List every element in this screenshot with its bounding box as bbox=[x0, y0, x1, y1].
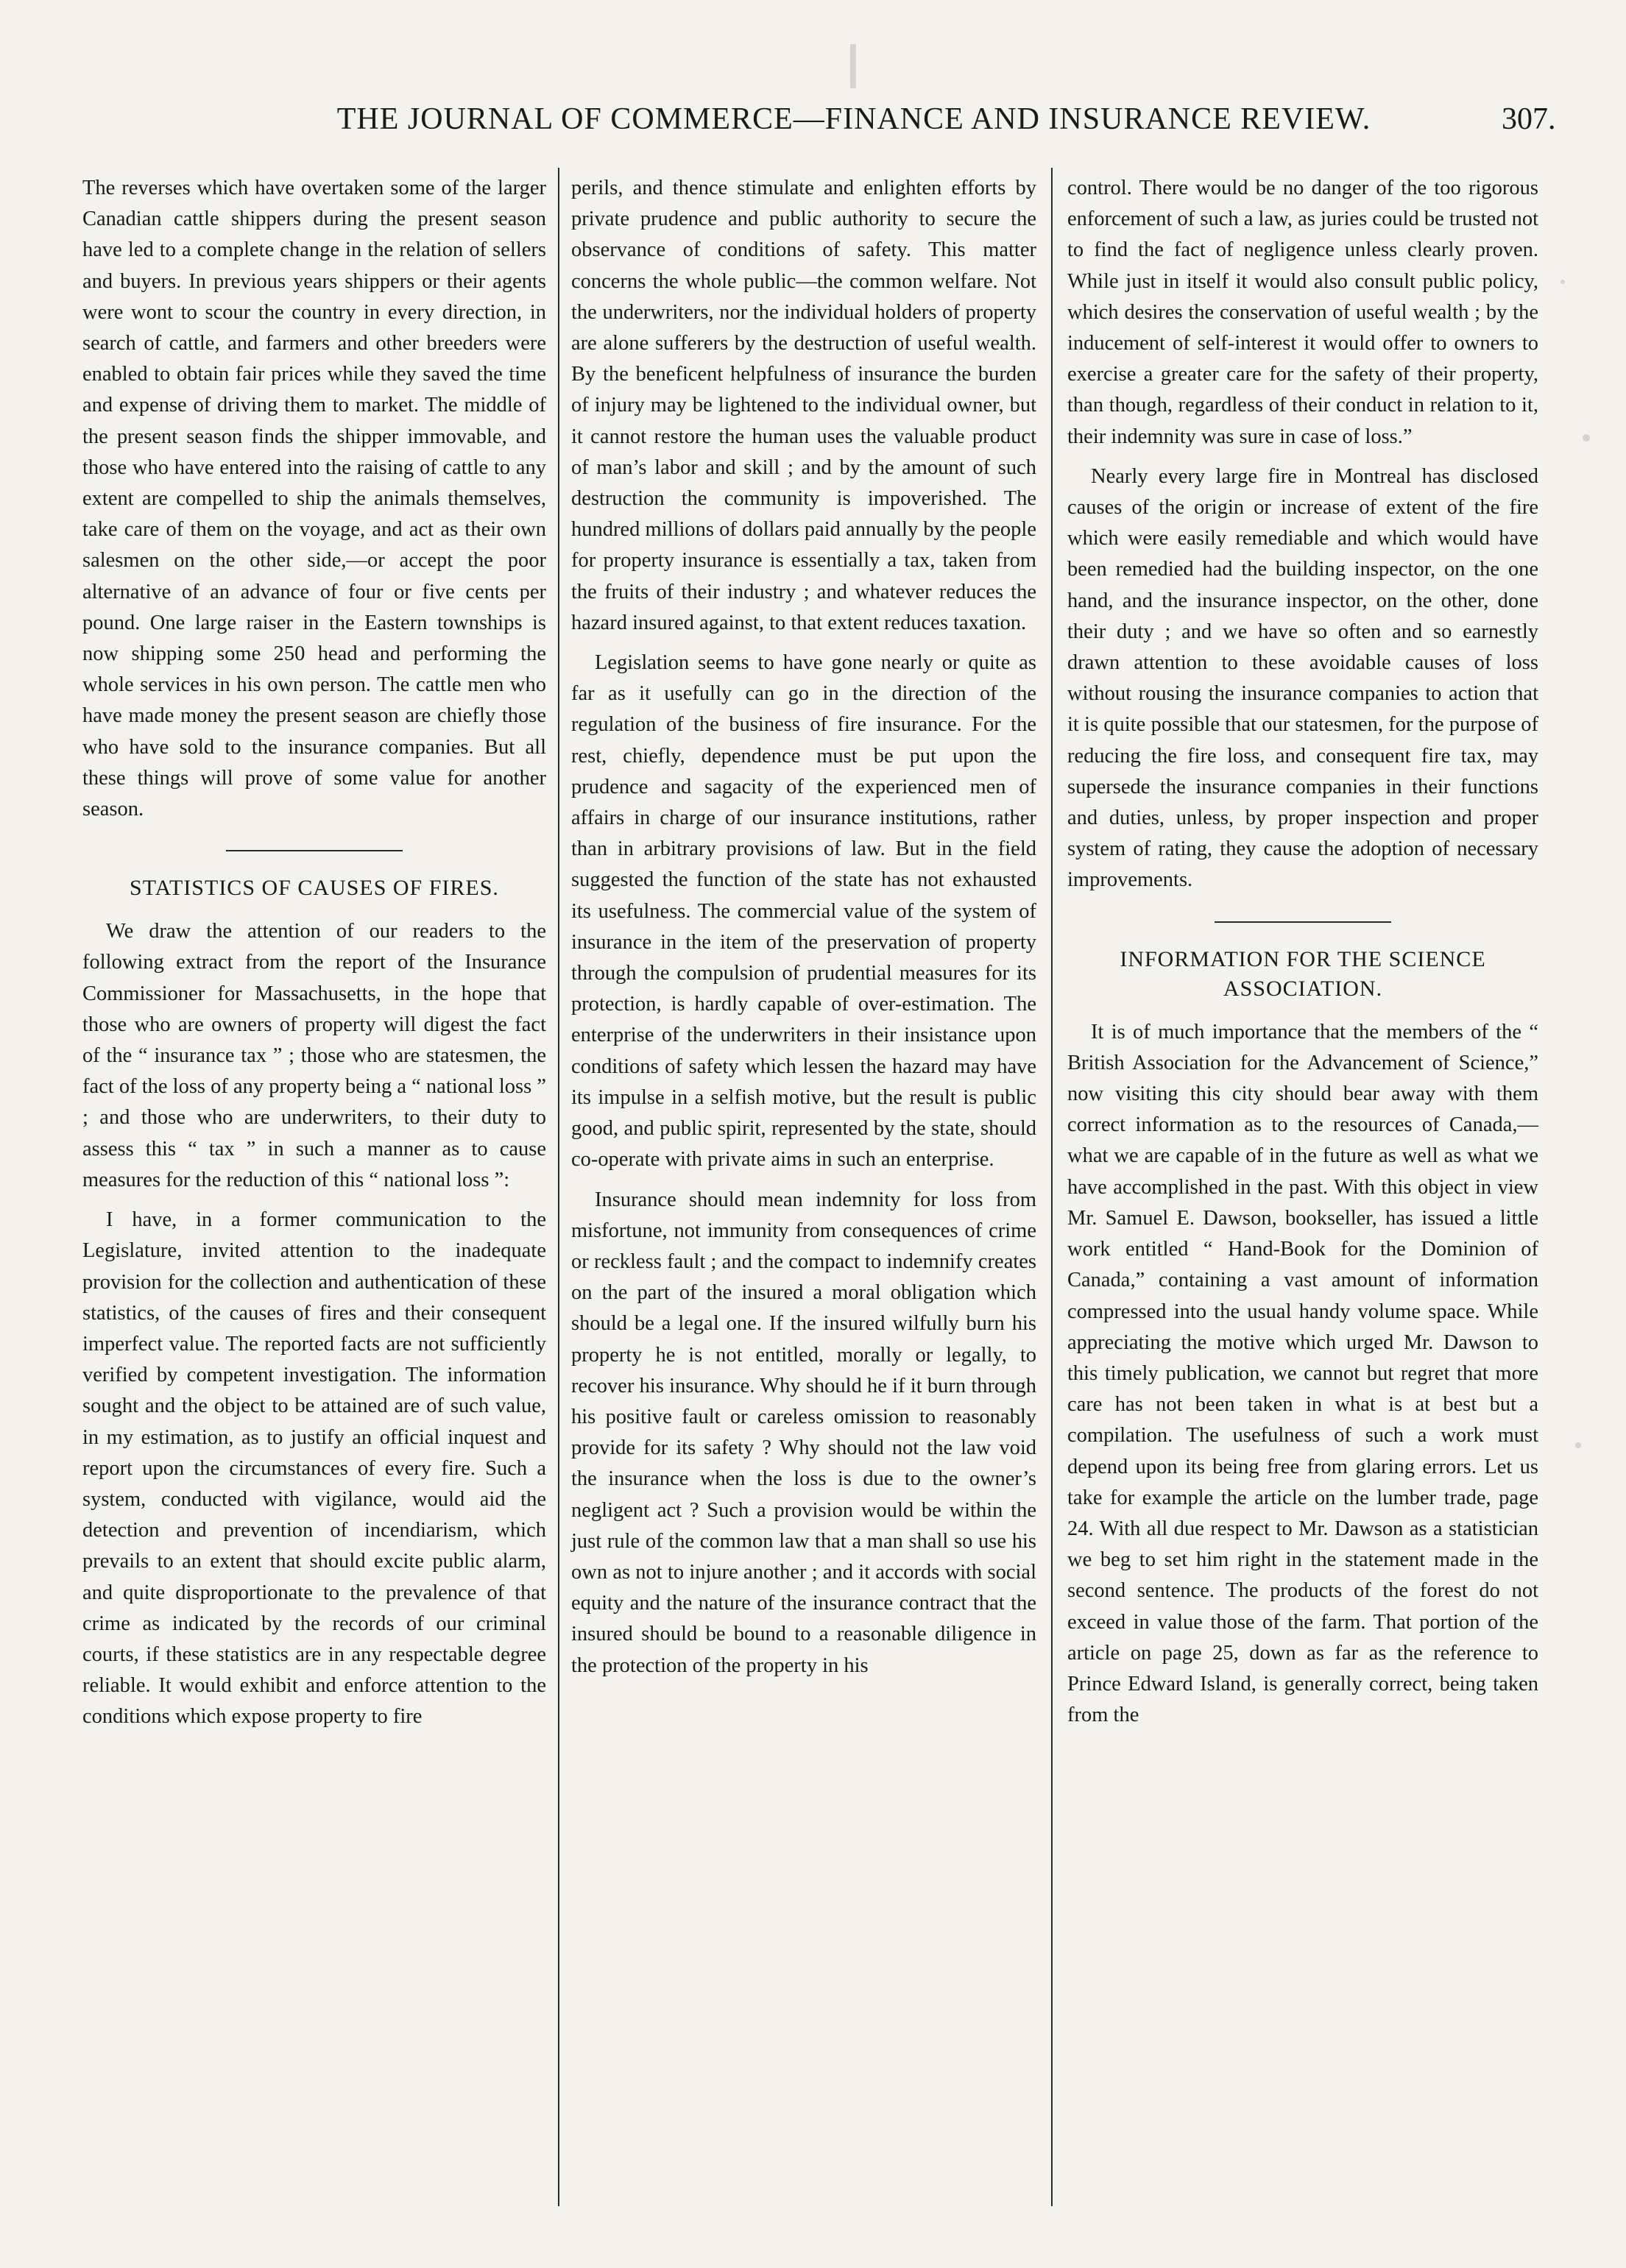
print-blemish bbox=[850, 44, 856, 88]
commissioner-quote-paragraph: I have, in a former communication to the Legislature, invited attention to the inadequate provision for the collection and authentication of these statistics, of the causes of fires and their consequent imperfect value. The reported facts are not sufficiently verified by competent investigation. The information sought and the object to be attained are of such value, in my estimation, as to justify an official inquest and report upon the circumstances of every fire. Such a system, conducted with vigilance, would aid the detection and prevention of incendiarism, which prevails to an extent that should excite public alarm, and quite disproportionate to the prevalence of that crime as indicated by the records of our criminal courts, if these statistics are in any respectable degree reliable. It would exhibit and enforce attention to the conditions which expose property to fire bbox=[82, 1208, 546, 1729]
statistics-heading: STATISTICS OF CAUSES OF FIRES. bbox=[130, 876, 499, 901]
indemnity-paragraph: Insurance should mean indemnity for loss from misfortune, not immunity from consequences of crime or reckless fault ; and the compact to indemnify creates on the part of the insured a moral obligation which should be a legal one. If the insured wilfully burn his property he is not entitled, morally or legally, to recover his insurance. Why should he if it burn through his positive fault or careless omission to reasonably provide for its safety ? Why should not the law void the insurance when the loss is due to the owner’s negligent act ? Such a provision would be within the just rule of the common law that a man shall so use his own as not to injure another ; and it accords with social equity and the nature of the insurance contract that the insured should be bound to a reasonable diligence in the protection of the property in his bbox=[571, 1188, 1036, 1677]
print-blemish bbox=[1560, 280, 1565, 284]
section-divider bbox=[226, 850, 403, 851]
montreal-fires-paragraph: Nearly every large fire in Montreal has disclosed causes of the origin or increase of extent of the fire which were easily remediable and which would have been remedied had the building inspector, on the one hand, and the insurance inspector, on the other, done their duty ; and we have so often and so earnestly drawn attention to these avoidable causes of loss without rousing the insurance companies to action that it is quite possible that our statesmen, for the purpose of reducing the fire loss, and consequent fire tax, may supersede the insurance companies in their functions and duties, unless, by proper inspection and proper system of rating, they cause the adoption of necessary improvements. bbox=[1067, 464, 1538, 892]
column-rule bbox=[558, 168, 559, 2206]
legislation-paragraph: Legislation seems to have gone nearly or quite as far as it usefully can go in the direction of the regulation of the business of fire insurance. For the rest, chiefly, dependence must be put upon the prudence and sagacity of the experienced men of affairs in charge of our insurance institutions, rather than in arbitrary provisions of law. But in the field suggested the function of the state has not exhausted its usefulness. The commercial value of the system of insurance in the item of the preservation of property through the compulsion of prudential measures for its protection, is hardly capable of over-estimation. The enterprise of the underwriters in their insistance upon conditions of safety which lessen the hazard may have its impulse in a selfish motive, but the result is public good, and public spirit, represented by the state, should co-operate with private aims in such an enterprise. bbox=[571, 651, 1036, 1172]
print-blemish bbox=[1575, 1442, 1581, 1448]
negligence-paragraph: control. There would be no danger of the too rigorous enforcement of such a law, as juries could be trusted not to find the fact of negligence unless clearly proven. While just in itself it would also consult public policy, which desires the conservation of useful wealth ; by the inducement of self-interest it would offer to owners to exercise a greater care for the safety of their property, than though, regardless of their conduct in relation to it, their indemnity was sure in case of loss.” bbox=[1067, 177, 1538, 448]
column-2 bbox=[571, 173, 1036, 1690]
column-3 bbox=[1067, 173, 1538, 1740]
page-number: 307. bbox=[1502, 102, 1556, 136]
quote-continuation-paragraph: perils, and thence stimulate and enlighten efforts by private prudence and public authority to secure the observance of conditions of safety. This matter concerns the whole public—the common welfare. Not the underwriters, nor the individual holders of property are alone sufferers by the destruction of useful wealth. By the beneficent helpfulness of insurance the burden of injury may be lightened to the individual owner, but it cannot restore the human uses the valuable product of man’s labor and skill ; and by the amount of such destruction the community is impoverished. The hundred millions of dollars paid annually by the people for property insurance is essentially a tax, taken from the fruits of their industry ; and whatever reduces the hazard insured against, to that extent reduces taxation. bbox=[571, 177, 1036, 634]
statistics-intro-paragraph: We draw the attention of our readers to the following extract from the report of the Insurance Commissioner for Massachusetts, in the hope that those who are owners of property will digest the fact of the “ insurance tax ” ; those who are statesmen, the fact of the loss of any property being a “ national loss ” ; and those who are underwriters, to their duty to assess this “ tax ” in such a manner as to cause measures for the reduction of this “ national loss ”: bbox=[82, 920, 546, 1191]
page-header bbox=[0, 102, 1626, 146]
science-association-heading: INFORMATION FOR THE SCIENCE ASSOCIATION. bbox=[1120, 946, 1486, 1001]
journal-title: THE JOURNAL OF COMMERCE—FINANCE AND INSURANCE REVIEW. bbox=[336, 102, 1371, 136]
section-divider bbox=[1215, 921, 1391, 923]
cattle-shipping-paragraph: The reverses which have overtaken some of the larger Canadian cattle shippers during the present season have led to a complete change in the relation of sellers and buyers. In previous years shippers or their agents were wont to scour the country in every direction, in search of cattle, and farmers and other breeders were enabled to obtain fair prices while they saved the time and expense of driving them to market. The middle of the present season finds the shipper immovable, and those who have entered into the raising of cattle to any extent are compelled to ship the animals themselves, take care of them on the voyage, and act as their own salesmen on the other side,—or accept the poor alternative of an advance of four or five cents per pound. One large raiser in the Eastern townships is now shipping some 250 head and performing the whole services in his own person. The cattle men who have made money the present season are chiefly those who have sold to the insurance companies. But all these things will prove of some value for another season. bbox=[82, 177, 546, 821]
column-rule bbox=[1051, 168, 1053, 2206]
handbook-paragraph: It is of much importance that the members of the “ British Association for the Advancement of Science,” now visiting this city should bear away with them correct information as to the resources of Canada,—what we are capable of in the future as well as what we have accomplished in the past. With this object in view Mr. Samuel E. Dawson, bookseller, has issued a little work entitled “ Hand-Book for the Dominion of Canada,” containing a vast amount of information compressed into the usual handy volume space. While appreciating the motive which urged Mr. Dawson to this timely publication, we cannot but regret that more care has not been taken in what is at best but a compilation. The usefulness of such a work must depend upon its being free from glaring errors. Let us take for example the article on the lumber trade, page 24. With all due respect to Mr. Dawson as a statistician we beg to set him right in the statement made in the second sentence. The products of the forest do not exceed in value those of the farm. That portion of the article on page 25, down as far as the reference to Prince Edward Island, is generally correct, being taken from the bbox=[1067, 1020, 1538, 1727]
print-blemish bbox=[1583, 434, 1590, 442]
column-1 bbox=[82, 173, 546, 1742]
